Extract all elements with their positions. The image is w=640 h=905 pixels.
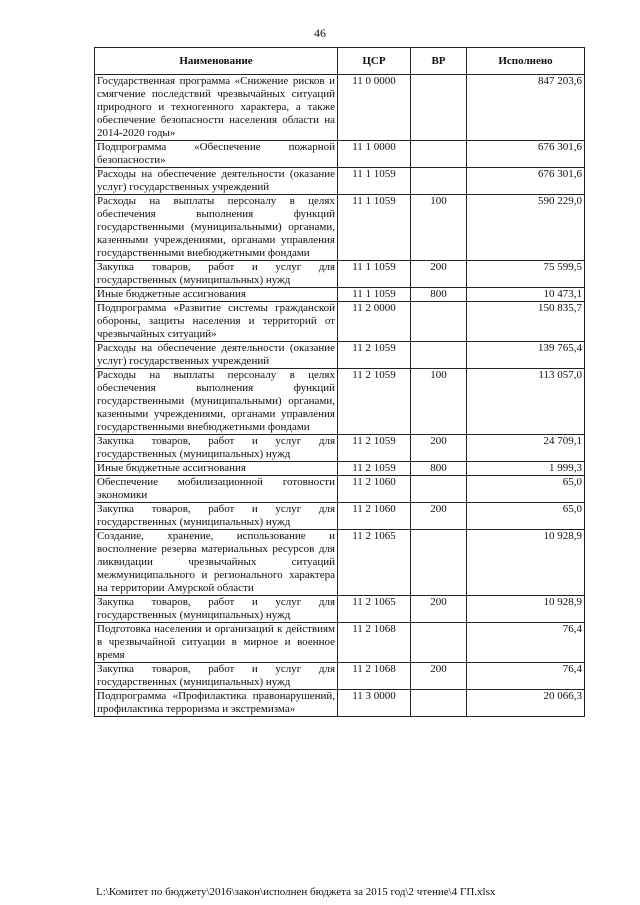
cell-csr: 11 0 0000 xyxy=(338,75,411,141)
table-body xyxy=(95,75,585,717)
cell-csr: 11 1 1059 xyxy=(338,168,411,195)
cell-sum: 150 835,7 xyxy=(467,302,585,342)
cell-name: Подготовка населения и организаций к действиям в чрезвычайной ситуации в мирное и военное время xyxy=(95,623,338,663)
cell-name: Закупка товаров, работ и услуг для государственных (муниципальных) нужд xyxy=(95,435,338,462)
cell-sum: 20 066,3 xyxy=(467,690,585,717)
cell-csr: 11 2 1065 xyxy=(338,596,411,623)
cell-name: Создание, хранение, использование и восполнение резерва материальных ресурсов для ликвидации чрезвычайных ситуаций межмуниципального и регионального характера на территории Амурской области xyxy=(95,530,338,596)
cell-csr: 11 2 1068 xyxy=(338,623,411,663)
cell-vr xyxy=(411,690,467,717)
cell-name: Расходы на обеспечение деятельности (оказание услуг) государственных учреждений xyxy=(95,342,338,369)
cell-csr: 11 2 1065 xyxy=(338,530,411,596)
cell-sum: 676 301,6 xyxy=(467,168,585,195)
cell-vr xyxy=(411,302,467,342)
table-header-row xyxy=(95,48,585,75)
cell-csr: 11 2 1059 xyxy=(338,435,411,462)
cell-vr xyxy=(411,168,467,195)
cell-vr: 200 xyxy=(411,435,467,462)
cell-sum: 75 599,5 xyxy=(467,261,585,288)
cell-vr xyxy=(411,141,467,168)
cell-csr: 11 2 1060 xyxy=(338,503,411,530)
cell-sum: 139 765,4 xyxy=(467,342,585,369)
table-row xyxy=(95,476,585,503)
cell-vr: 100 xyxy=(411,195,467,261)
cell-sum: 76,4 xyxy=(467,623,585,663)
cell-vr xyxy=(411,623,467,663)
cell-vr: 800 xyxy=(411,462,467,476)
cell-name: Иные бюджетные ассигнования xyxy=(95,462,338,476)
cell-name: Подпрограмма «Обеспечение пожарной безопасности» xyxy=(95,141,338,168)
table-row xyxy=(95,195,585,261)
cell-sum: 65,0 xyxy=(467,503,585,530)
cell-name: Закупка товаров, работ и услуг для государственных (муниципальных) нужд xyxy=(95,596,338,623)
header-vr: ВР xyxy=(411,48,467,75)
table-row xyxy=(95,435,585,462)
cell-name: Закупка товаров, работ и услуг для государственных (муниципальных) нужд xyxy=(95,663,338,690)
cell-sum: 65,0 xyxy=(467,476,585,503)
table-row xyxy=(95,302,585,342)
cell-csr: 11 1 1059 xyxy=(338,195,411,261)
cell-sum: 24 709,1 xyxy=(467,435,585,462)
cell-name: Закупка товаров, работ и услуг для государственных (муниципальных) нужд xyxy=(95,261,338,288)
table-row xyxy=(95,462,585,476)
table-row xyxy=(95,530,585,596)
header-sum: Исполнено xyxy=(467,48,585,75)
cell-csr: 11 2 1060 xyxy=(338,476,411,503)
cell-name: Подпрограмма «Профилактика правонарушений, профилактика терроризма и экстремизма» xyxy=(95,690,338,717)
cell-sum: 590 229,0 xyxy=(467,195,585,261)
cell-csr: 11 2 0000 xyxy=(338,302,411,342)
cell-sum: 676 301,6 xyxy=(467,141,585,168)
cell-vr: 200 xyxy=(411,596,467,623)
cell-name: Закупка товаров, работ и услуг для государственных (муниципальных) нужд xyxy=(95,503,338,530)
header-csr: ЦСР xyxy=(338,48,411,75)
cell-vr xyxy=(411,476,467,503)
cell-sum: 10 928,9 xyxy=(467,530,585,596)
table-row xyxy=(95,369,585,435)
table-row xyxy=(95,141,585,168)
page-number: 46 xyxy=(314,26,326,40)
cell-name: Подпрограмма «Развитие системы гражданской обороны, защиты населения и территорий от чрезвычайных ситуаций» xyxy=(95,302,338,342)
cell-sum: 1 999,3 xyxy=(467,462,585,476)
table-row xyxy=(95,288,585,302)
cell-sum: 847 203,6 xyxy=(467,75,585,141)
cell-sum: 113 057,0 xyxy=(467,369,585,435)
table-row xyxy=(95,342,585,369)
cell-name: Расходы на обеспечение деятельности (оказание услуг) государственных учреждений xyxy=(95,168,338,195)
table-row xyxy=(95,503,585,530)
cell-vr: 200 xyxy=(411,663,467,690)
cell-csr: 11 1 1059 xyxy=(338,288,411,302)
cell-name: Иные бюджетные ассигнования xyxy=(95,288,338,302)
cell-csr: 11 1 1059 xyxy=(338,261,411,288)
table-row xyxy=(95,596,585,623)
table-row xyxy=(95,623,585,663)
cell-csr: 11 3 0000 xyxy=(338,690,411,717)
cell-name: Расходы на выплаты персоналу в целях обеспечения выполнения функций государственными (муниципальными) органами, казенными учреждениями, органами управления государственными внебюджетными фондами xyxy=(95,195,338,261)
footer-file-path: L:\Комитет по бюджету\2016\закон\исполнен бюджета за 2015 год\2 чтение\4 ГП.xlsx xyxy=(96,886,496,898)
cell-csr: 11 1 0000 xyxy=(338,141,411,168)
table-row xyxy=(95,75,585,141)
cell-vr xyxy=(411,530,467,596)
cell-name: Государственная программа «Снижение рисков и смягчение последствий чрезвычайных ситуаций природного и техногенного характера, а также обеспечение безопасности населения области на 2014-2020 годы» xyxy=(95,75,338,141)
cell-csr: 11 2 1059 xyxy=(338,462,411,476)
cell-vr: 200 xyxy=(411,261,467,288)
budget-execution-table xyxy=(94,47,585,717)
header-name: Наименование xyxy=(95,48,338,75)
cell-sum: 10 473,1 xyxy=(467,288,585,302)
table-row xyxy=(95,261,585,288)
cell-sum: 10 928,9 xyxy=(467,596,585,623)
cell-vr: 100 xyxy=(411,369,467,435)
cell-vr: 200 xyxy=(411,503,467,530)
cell-name: Обеспечение мобилизационной готовности экономики xyxy=(95,476,338,503)
cell-sum: 76,4 xyxy=(467,663,585,690)
table-row xyxy=(95,663,585,690)
cell-name: Расходы на выплаты персоналу в целях обеспечения выполнения функций государственными (муниципальными) органами, казенными учреждениями, органами управления государственными внебюджетными фондами xyxy=(95,369,338,435)
cell-vr xyxy=(411,75,467,141)
cell-csr: 11 2 1059 xyxy=(338,342,411,369)
table-row xyxy=(95,168,585,195)
cell-csr: 11 2 1068 xyxy=(338,663,411,690)
cell-vr xyxy=(411,342,467,369)
table-row xyxy=(95,690,585,717)
cell-csr: 11 2 1059 xyxy=(338,369,411,435)
cell-vr: 800 xyxy=(411,288,467,302)
